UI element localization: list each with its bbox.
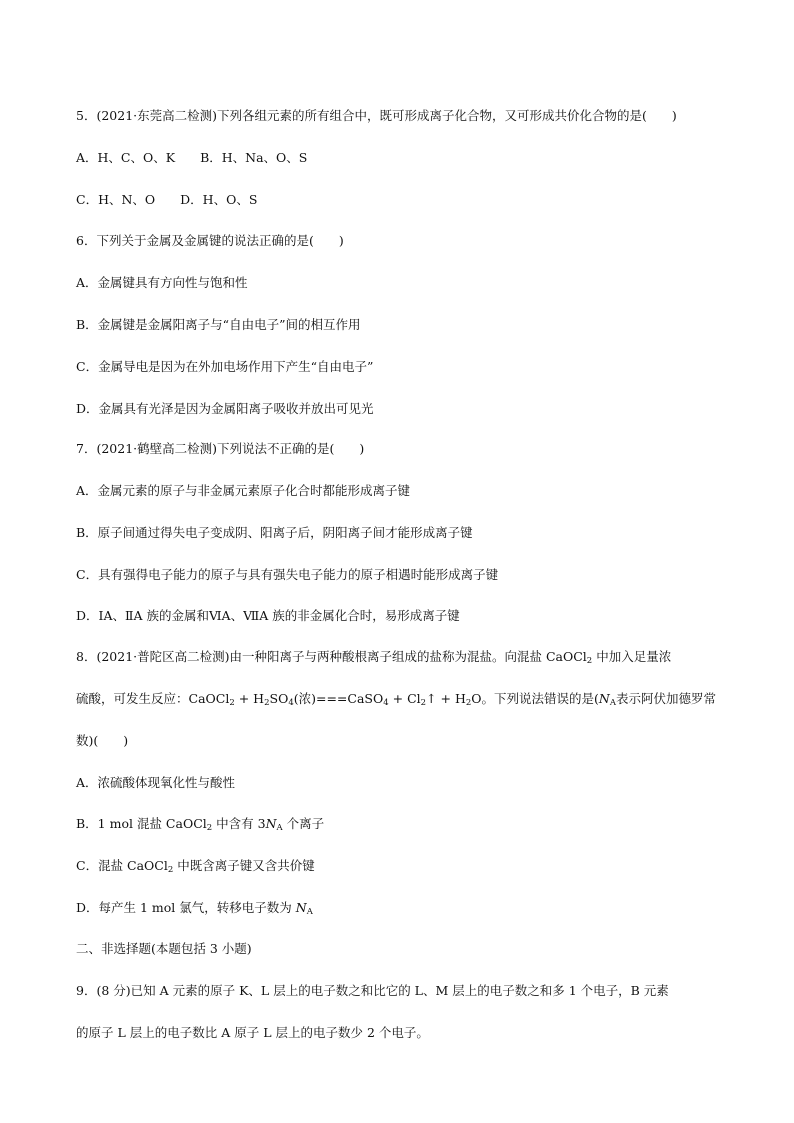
q7-option-b: B．原子间通过得失电子变成阴、阳离子后，阴阳离子间才能形成离子键 xyxy=(76,525,473,540)
q8-stem-line-1: 8．(2021·普陀区高二检测)由一种阳离子与两种酸根离子组成的盐称为混盐。向混盐 CaOCl$_2$ 中加入足量浓 xyxy=(76,649,672,666)
q7-option-a: A．金属元素的原子与非金属元素原子化合时都能形成离子键 xyxy=(76,483,411,498)
q8-option-a: A．浓硫酸体现氧化性与酸性 xyxy=(76,775,236,790)
q8-stem-line-3: 数)( ) xyxy=(76,733,129,748)
q8-option-b: B．1 mol 混盐 CaOCl$_2$ 中含有 $3N_A$ 个离子 xyxy=(76,816,325,833)
q9-stem-line-2: 的原子 L 层上的电子数比 A 原子 L 层上的电子数少 2 个电子。 xyxy=(76,1025,429,1040)
q8-option-c: C．混盐 CaOCl$_2$ 中既含离子键又含共价键 xyxy=(76,858,315,875)
q5-stem: 5．(2021·东莞高二检测)下列各组元素的所有组合中，既可形成离子化合物，又可形成共价化合物的是( ) xyxy=(76,108,677,123)
q7-stem: 7．(2021·鹤壁高二检测)下列说法不正确的是( ) xyxy=(76,441,365,456)
q7-option-c: C．具有强得电子能力的原子与具有强失电子能力的原子相遇时能形成离子键 xyxy=(76,567,499,582)
q6-option-b: B．金属键是金属阳离子与“自由电子”间的相互作用 xyxy=(76,317,361,332)
section-2-title: 二、非选择题(本题包括 3 小题) xyxy=(76,941,252,956)
q8-stem-line-2: 硫酸，可发生反应：CaOCl$_2$ + $H_2SO_4$(浓)===CaSO$_4$ + $Cl_2↑ + H_2O$。下列说法错误的是($N_A$表示阿伏加德罗常 xyxy=(76,691,717,708)
q7-option-d: D．ⅠA、ⅡA 族的金属和ⅥA、ⅦA 族的非金属化合时，易形成离子键 xyxy=(76,608,460,623)
q9-stem-line-1: 9．(8 分)已知 A 元素的原子 K、L 层上的电子数之和比它的 L、M 层上的电子数之和多 1 个电子，B 元素 xyxy=(76,983,669,998)
q6-option-c: C．金属导电是因为在外加电场作用下产生“自由电子” xyxy=(76,359,374,374)
q8-option-d: D．每产生 1 mol 氯气，转移电子数为 $N_A$ xyxy=(76,900,313,917)
q6-option-d: D．金属具有光泽是因为金属阳离子吸收并放出可见光 xyxy=(76,401,374,416)
q5-options-cd: C．H、N、O D．H、O、S xyxy=(76,192,258,207)
q6-option-a: A．金属键具有方向性与饱和性 xyxy=(76,275,248,290)
q6-stem: 6．下列关于金属及金属键的说法正确的是( ) xyxy=(76,233,344,248)
q5-options-ab: A．H、C、O、K B．H、Na、O、S xyxy=(76,150,308,165)
